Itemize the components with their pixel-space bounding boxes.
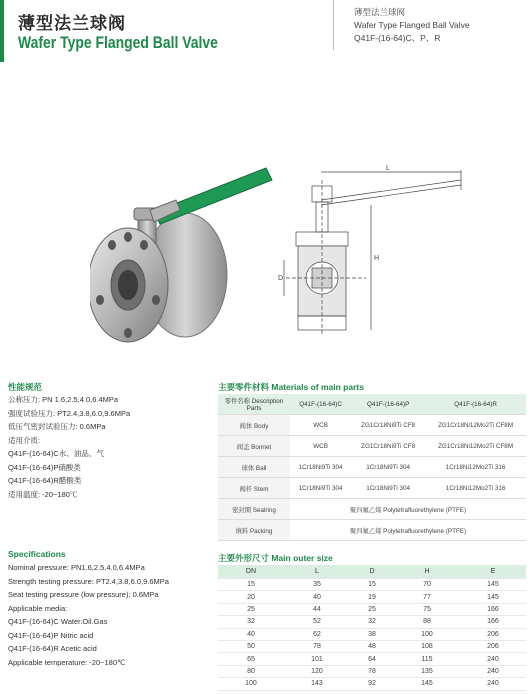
sizes-cell: 80 [218, 665, 284, 677]
parts-header-cell: Q41F-(16-64)R [425, 394, 526, 415]
sizes-cell: 44 [284, 603, 350, 615]
sizes-cell: 145 [460, 591, 526, 603]
parts-cell: 阀盖 Bonnet [218, 436, 290, 457]
sizes-table [218, 565, 526, 691]
performance-line: 适用温度: -20~180℃ [8, 489, 78, 499]
accent-bar [0, 0, 4, 62]
sizes-cell: 25 [218, 603, 284, 615]
parts-cell: ZG1Cr18Ni12Mo2Ti CF8M [425, 436, 526, 457]
sizes-cell: 75 [394, 603, 460, 615]
sizes-cell: 120 [284, 665, 350, 677]
parts-cell: 填料 Packing [218, 520, 290, 541]
parts-cell: 阀杆 Stem [218, 478, 290, 499]
sizes-row [218, 628, 526, 640]
sizes-body [218, 579, 526, 691]
parts-header-row [218, 394, 526, 415]
header-right-block [333, 0, 470, 50]
performance-list [8, 393, 130, 501]
parts-cell: ZG1Cr18Ni9Ti CF8 [351, 415, 425, 436]
page-title-en: Wafer Type Flanged Ball Valve [18, 33, 218, 52]
sizes-row [218, 665, 526, 677]
parts-header-cell: 零件名称 Description Parts [218, 394, 290, 415]
sizes-cell: 115 [394, 653, 460, 665]
sizes-cell: 92 [350, 678, 394, 690]
spec-line: Applicable temperature: -20~180℃ [8, 657, 126, 667]
header-right-model: Q41F-(16-64)C、P、R [354, 33, 441, 43]
sizes-cell: 48 [350, 640, 394, 652]
sizes-cell: 240 [460, 678, 526, 690]
sizes-cell: 206 [460, 640, 526, 652]
spec-line: Strength testing pressure: PT2.4,3.8,6.0,9.6MPa [8, 576, 169, 586]
sizes-cell: 100 [394, 628, 460, 640]
sizes-row [218, 616, 526, 628]
parts-cell: ZG1Cr18Ni9Ti CF8 [351, 436, 425, 457]
sizes-cell: 145 [394, 678, 460, 690]
sizes-cell: 206 [460, 628, 526, 640]
sizes-header-cell: E [460, 565, 526, 579]
performance-line: Q41F-(16-64)C水、油品、气 [8, 449, 104, 458]
sizes-cell: 77 [394, 591, 460, 603]
sizes-cell: 143 [284, 678, 350, 690]
sizes-cell: 78 [284, 640, 350, 652]
sizes-cell: 35 [284, 579, 350, 591]
performance-line: Q41F-(16-64)R醋酸类 [8, 476, 82, 485]
sizes-cell: 40 [284, 591, 350, 603]
parts-heading: 主要零件材料 Materials of main parts [218, 382, 364, 392]
sizes-header-cell: L [284, 565, 350, 579]
sizes-cell: 62 [284, 628, 350, 640]
spec-line: Q41F-(16-64)R Acetic acid [8, 644, 97, 653]
label-L: L [386, 165, 390, 172]
parts-cell: WCB [290, 415, 351, 436]
sizes-cell: 15 [350, 579, 394, 591]
spec-line: Applicable media: [8, 603, 68, 613]
parts-row [218, 478, 526, 499]
parts-header-cell: Q41F-(16-64)P [351, 394, 425, 415]
spec-line: Seat testing pressure (low pressure): 0.6MPa [8, 590, 159, 599]
parts-cell: 球体 Ball [218, 457, 290, 478]
sizes-cell: 20 [218, 591, 284, 603]
parts-cell: 1Cr18Ni9Ti 304 [290, 478, 351, 499]
sizes-cell: 25 [350, 603, 394, 615]
sizes-cell: 78 [350, 665, 394, 677]
sizes-row [218, 678, 526, 690]
parts-cell: 1Cr18Ni12Mo2Ti 316 [425, 478, 526, 499]
sizes-cell: 240 [460, 653, 526, 665]
spec-line: Q41F-(16-64)P Nitric acid [8, 630, 94, 640]
sizes-row [218, 603, 526, 615]
sizes-cell: 32 [350, 616, 394, 628]
sizes-cell: 65 [218, 653, 284, 665]
sizes-header-cell: H [394, 565, 460, 579]
sizes-cell: 50 [218, 640, 284, 652]
parts-row [218, 436, 526, 457]
parts-cell: 聚四氟乙烯 Polytetrafluorethylene (PTFE) [290, 499, 526, 520]
sizes-cell: 15 [218, 579, 284, 591]
sizes-cell: 64 [350, 653, 394, 665]
label-H: H [374, 255, 380, 262]
header-right-en: Wafer Type Flanged Ball Valve [354, 20, 470, 30]
valve-photo [90, 150, 290, 350]
sizes-row [218, 653, 526, 665]
performance-heading: 性能规范 [8, 382, 43, 392]
sizes-cell: 40 [218, 628, 284, 640]
sizes-cell: 135 [394, 665, 460, 677]
sizes-cell: 166 [460, 603, 526, 615]
sizes-cell: 38 [350, 628, 394, 640]
sizes-cell: 70 [394, 579, 460, 591]
performance-line: Q41F-(16-64)P硝酸类 [8, 462, 81, 472]
sizes-cell: 101 [284, 653, 350, 665]
parts-cell: 阀体 Body [218, 415, 290, 436]
header-right-cn: 薄型法兰球阀 [354, 7, 406, 17]
sizes-cell: 88 [394, 616, 460, 628]
spec-line: Q41F-(16-64)C Water.Oil.Gas [8, 617, 108, 626]
performance-line: 低压气密封试验压力: 0.6MPa [8, 422, 106, 431]
sizes-heading: 主要外形尺寸 Main outer size [218, 553, 333, 563]
parts-row [218, 520, 526, 541]
page-title-cn: 薄型法兰球阀 [18, 14, 126, 33]
sizes-cell: 166 [460, 616, 526, 628]
parts-table [218, 394, 526, 541]
sizes-cell: 32 [218, 616, 284, 628]
sizes-cell: 19 [350, 591, 394, 603]
parts-cell: 1Cr18Ni9Ti 304 [351, 478, 425, 499]
sizes-cell: 240 [460, 665, 526, 677]
parts-cell: WCB [290, 436, 351, 457]
sizes-header-cell: DN [218, 565, 284, 579]
parts-cell: 聚四氟乙烯 Polytetrafluorethylene (PTFE) [290, 520, 526, 541]
parts-cell: 密封圈 Sealring [218, 499, 290, 520]
sizes-row [218, 579, 526, 591]
sizes-row [218, 640, 526, 652]
sizes-row [218, 591, 526, 603]
sizes-cell: 52 [284, 616, 350, 628]
performance-line: 公称压力: PN 1.6,2.5,4.0,6.4MPa [8, 395, 119, 404]
parts-cell: ZG1Cr18Ni12Mo2Ti CF8M [425, 415, 526, 436]
specifications-list [8, 561, 169, 669]
spec-line: Nominal pressure: PN1.6,2.5,4.0,6.4MPa [8, 563, 145, 572]
sizes-cell: 100 [218, 678, 284, 690]
sizes-header-cell: D [350, 565, 394, 579]
specifications-heading: Specifications [8, 549, 66, 559]
sizes-cell: 145 [460, 579, 526, 591]
parts-header-cell: Q41F-(16-64)C [290, 394, 351, 415]
valve-section-drawing [276, 160, 476, 350]
parts-cell: 1Cr18Ni9Ti 304 [290, 457, 351, 478]
parts-row [218, 415, 526, 436]
performance-line: 适用介质: [8, 435, 41, 445]
parts-row [218, 499, 526, 520]
parts-cell: 1Cr18Ni9Ti 304 [351, 457, 425, 478]
performance-line: 强度试验压力: PT2.4,3.8,6.0,9.6MPa [8, 408, 131, 418]
parts-row [218, 457, 526, 478]
parts-cell: 1Cr18Ni12Mo2Ti 316 [425, 457, 526, 478]
label-D: D [278, 275, 284, 282]
sizes-cell: 108 [394, 640, 460, 652]
sizes-header-row [218, 565, 526, 579]
